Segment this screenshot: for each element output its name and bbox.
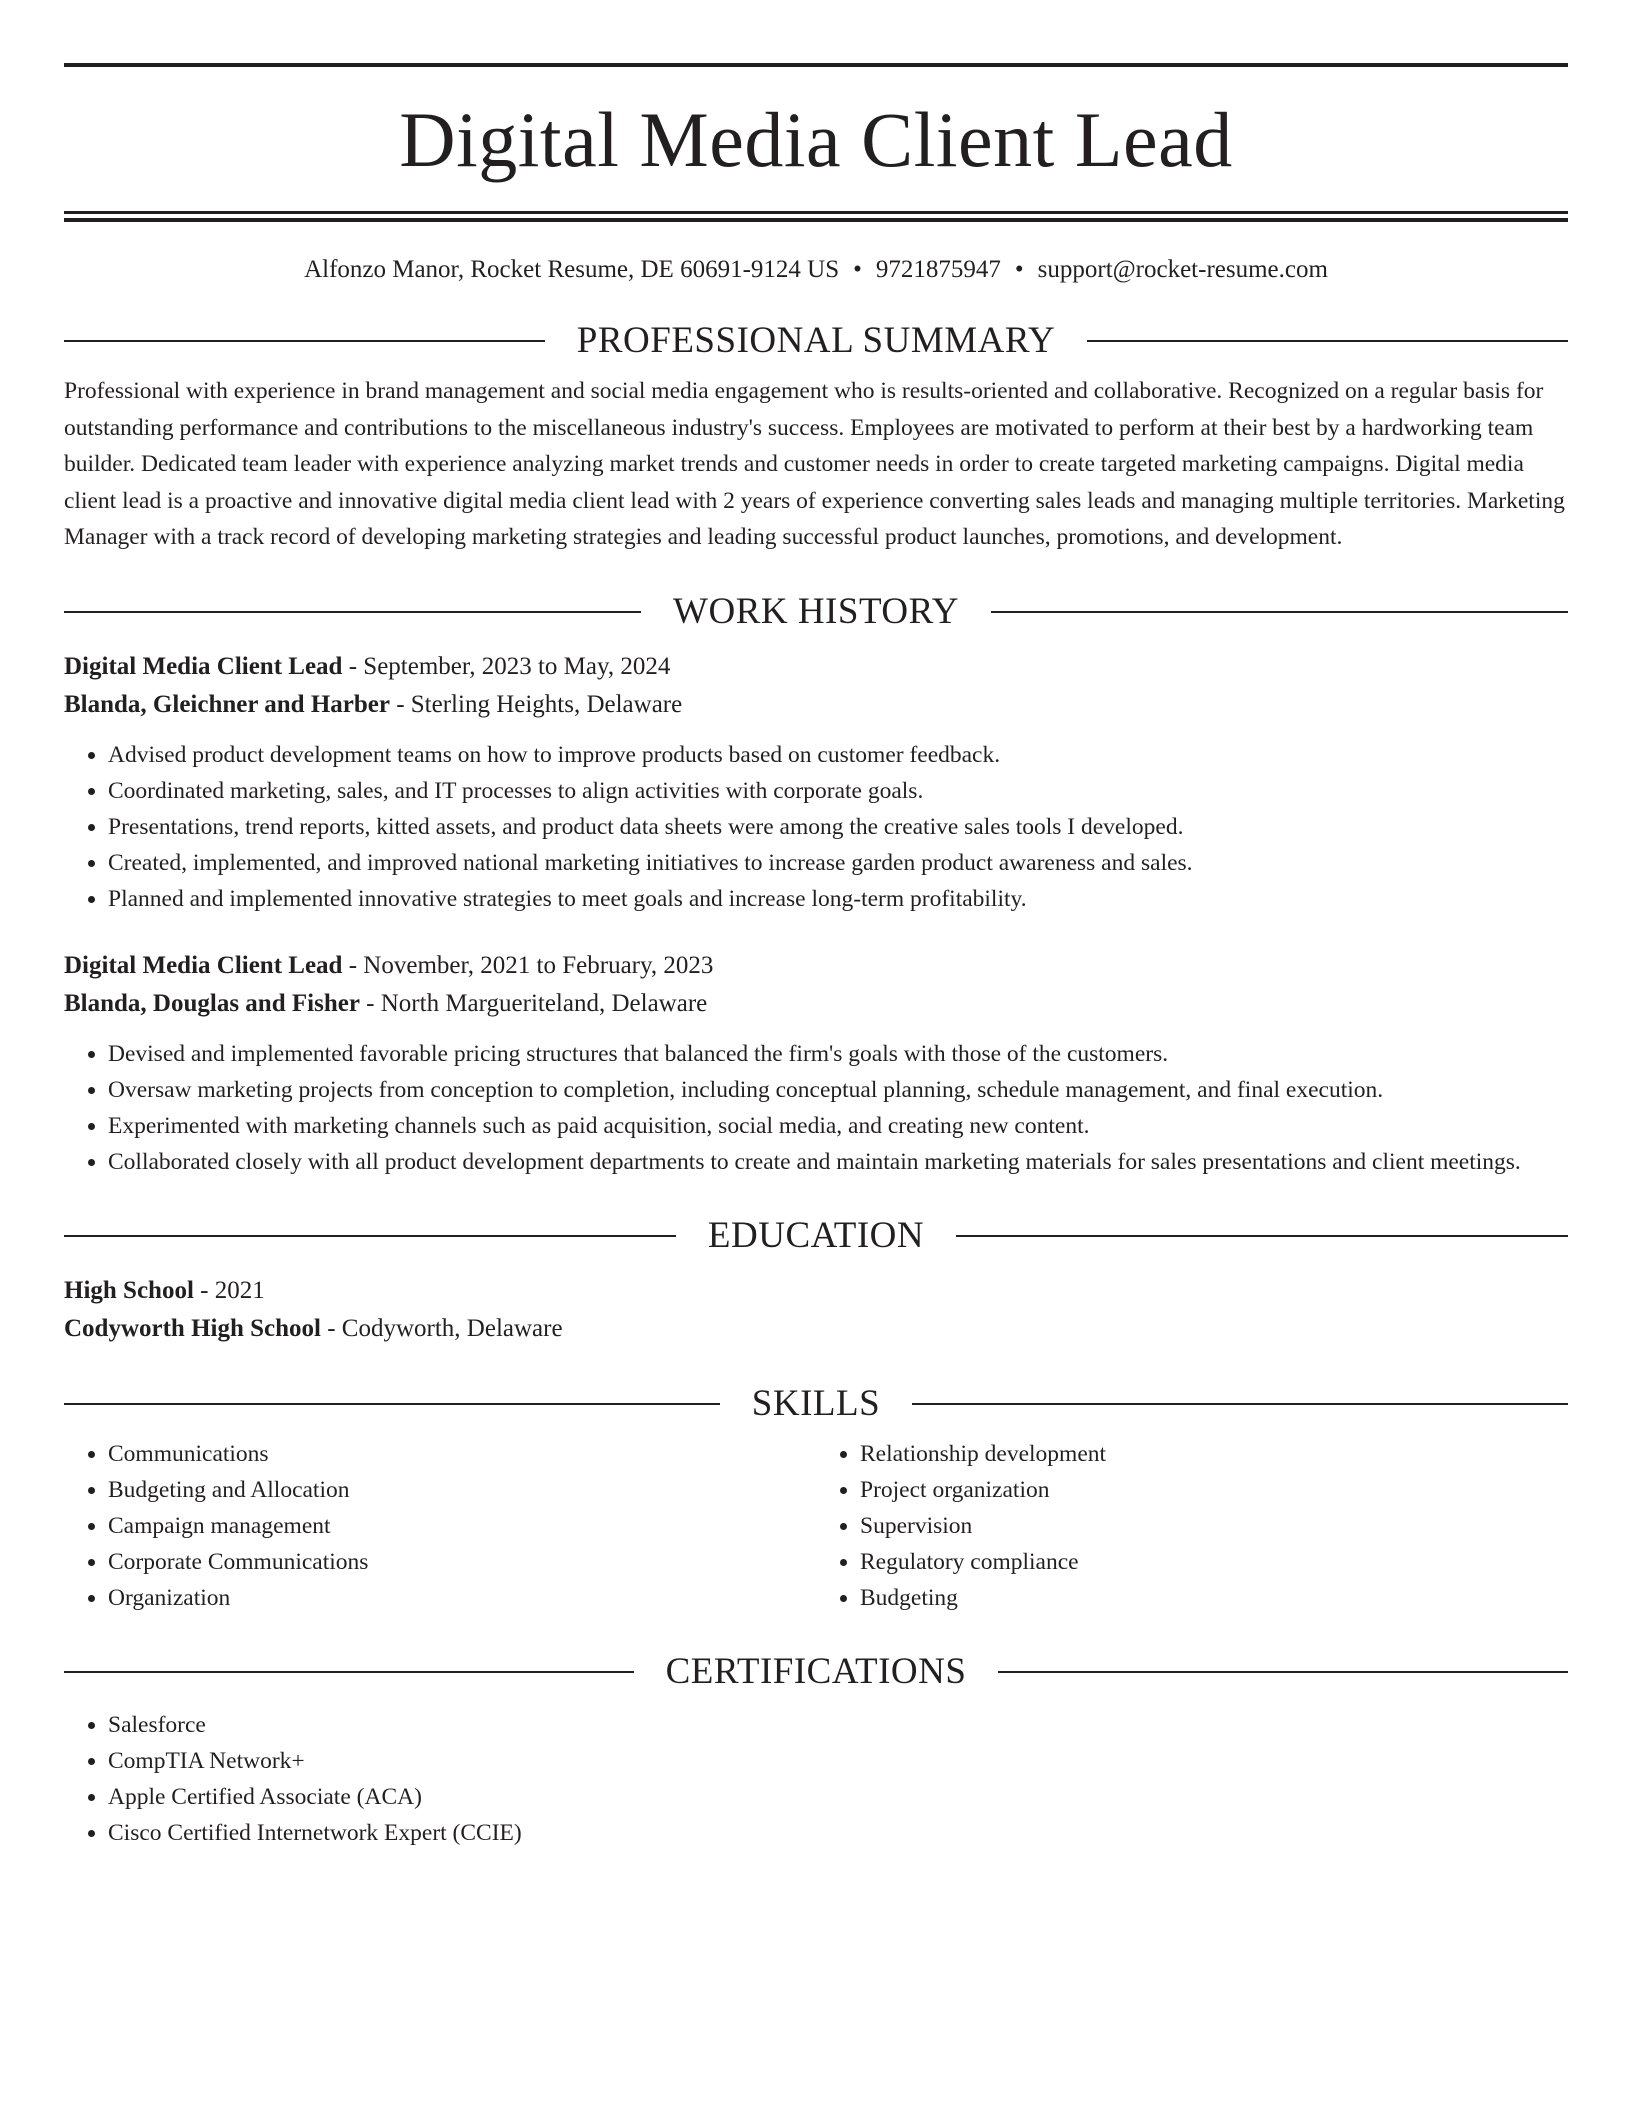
list-item: • Collaborated closely with all product development departments to create and maintain marketing materials for sales presentations and client meetings.	[108, 1144, 1568, 1180]
divider	[64, 1403, 720, 1405]
section-title: WORK HISTORY	[673, 590, 959, 632]
job-entry	[64, 648, 1568, 917]
job-company-line	[64, 985, 1568, 1023]
section-heading-education	[64, 1214, 1568, 1258]
divider	[1087, 340, 1568, 342]
divider	[998, 1671, 1568, 1673]
contact-email[interactable]: support@rocket-resume.com	[1037, 256, 1328, 283]
list-item: • Regulatory compliance	[860, 1544, 1568, 1580]
list-item: • Organization	[108, 1580, 816, 1616]
top-rule	[64, 63, 1568, 67]
contact-phone: 9721875947	[875, 256, 1001, 283]
list-item: • Salesforce	[108, 1707, 1568, 1743]
job-company: Blanda, Douglas and Fisher	[64, 989, 360, 1017]
education-school: Codyworth High School	[64, 1314, 321, 1342]
list-item: • Project organization	[860, 1472, 1568, 1508]
divider	[64, 340, 545, 342]
job-title-line	[64, 648, 1568, 686]
header-double-rule	[64, 211, 1568, 222]
section-heading-skills	[64, 1382, 1568, 1426]
list-item: • Presentations, trend reports, kitted assets, and product data sheets were among the creative sales tools I developed.	[108, 809, 1568, 845]
divider	[956, 1235, 1568, 1237]
section-heading-summary	[64, 319, 1568, 363]
list-item: • Supervision	[860, 1508, 1568, 1544]
job-location: - Sterling Heights, Delaware	[389, 690, 683, 718]
section-title: SKILLS	[751, 1382, 881, 1424]
contact-separator: •	[1014, 256, 1024, 283]
divider	[912, 1403, 1568, 1405]
list-item: • Apple Certified Associate (ACA)	[108, 1779, 1568, 1815]
list-item: • Budgeting	[860, 1580, 1568, 1616]
skills-left-list	[64, 1436, 816, 1616]
section-title: EDUCATION	[707, 1214, 925, 1256]
section-title: PROFESSIONAL SUMMARY	[576, 320, 1056, 361]
list-item: • Devised and implemented favorable pricing structures that balanced the firm's goals with those of the customers.	[108, 1036, 1568, 1072]
job-title-line	[64, 947, 1568, 985]
list-item: • Experimented with marketing channels such as paid acquisition, social media, and creating new content.	[108, 1108, 1568, 1144]
job-dates: - November, 2021 to February, 2023	[342, 951, 714, 979]
section-heading-work	[64, 590, 1568, 634]
job-company-line	[64, 686, 1568, 724]
education-entry	[64, 1272, 1568, 1348]
list-item: • Corporate Communications	[108, 1544, 816, 1580]
resume-name: Digital Media Client Lead	[399, 96, 1233, 183]
list-item: • Communications	[108, 1436, 816, 1472]
list-item: • Relationship development	[860, 1436, 1568, 1472]
summary-text: Professional with experience in brand management and social media engagement who is results-oriented and collaborative. Recognized on a regular basis for outstanding performance and contributions to the miscellaneous industry's success. Employees are motivated to perform at their best by a hardworking team builder. Dedicated team leader with experience analyzing market trends and customer needs in order to create targeted marketing campaigns. Digital media client lead is a proactive and innovative digital media client lead with 2 years of experience converting sales leads and managing multiple territories. Marketing Manager with a track record of developing marketing strategies and leading successful product launches, promotions, and development.	[64, 378, 1565, 550]
list-item: • Budgeting and Allocation	[108, 1472, 816, 1508]
list-item: • Advised product development teams on how to improve products based on customer feedback.	[108, 737, 1568, 773]
education-school-line	[64, 1310, 1568, 1348]
job-entry	[64, 947, 1568, 1180]
divider	[64, 1671, 634, 1673]
list-item: • Planned and implemented innovative strategies to meet goals and increase long-term profitability.	[108, 881, 1568, 917]
list-item: • Cisco Certified Internetwork Expert (CCIE)	[108, 1815, 1568, 1851]
contact-separator: •	[853, 256, 862, 283]
divider	[991, 611, 1568, 613]
divider	[64, 611, 641, 613]
skills-columns	[64, 1436, 1568, 1616]
job-company: Blanda, Gleichner and Harber	[64, 690, 390, 718]
education-year: - 2021	[193, 1276, 265, 1304]
section-title: CERTIFICATIONS	[665, 1650, 967, 1692]
job-bullets	[64, 737, 1568, 917]
list-item: • CompTIA Network+	[108, 1743, 1568, 1779]
certifications-list	[64, 1707, 1568, 1851]
education-degree: High School	[64, 1276, 194, 1304]
education-degree-line	[64, 1272, 1568, 1310]
list-item: • Created, implemented, and improved national marketing initiatives to increase garden product awareness and sales.	[108, 845, 1568, 881]
job-location: - North Margueriteland, Delaware	[359, 989, 708, 1017]
contact-address: Alfonzo Manor, Rocket Resume, DE 60691-9124 US	[304, 256, 840, 283]
job-bullets	[64, 1036, 1568, 1180]
job-dates: - September, 2023 to May, 2024	[342, 652, 671, 680]
job-role: Digital Media Client Lead	[64, 951, 343, 979]
section-heading-certifications	[64, 1650, 1568, 1694]
list-item: • Coordinated marketing, sales, and IT processes to align activities with corporate goals.	[108, 773, 1568, 809]
education-location: - Codyworth, Delaware	[320, 1314, 563, 1342]
divider	[64, 1235, 676, 1237]
list-item: • Campaign management	[108, 1508, 816, 1544]
job-role: Digital Media Client Lead	[64, 652, 343, 680]
list-item: • Oversaw marketing projects from conception to completion, including conceptual planning, schedule management, and final execution.	[108, 1072, 1568, 1108]
contact-line	[64, 255, 1568, 285]
skills-right-list	[816, 1436, 1568, 1616]
